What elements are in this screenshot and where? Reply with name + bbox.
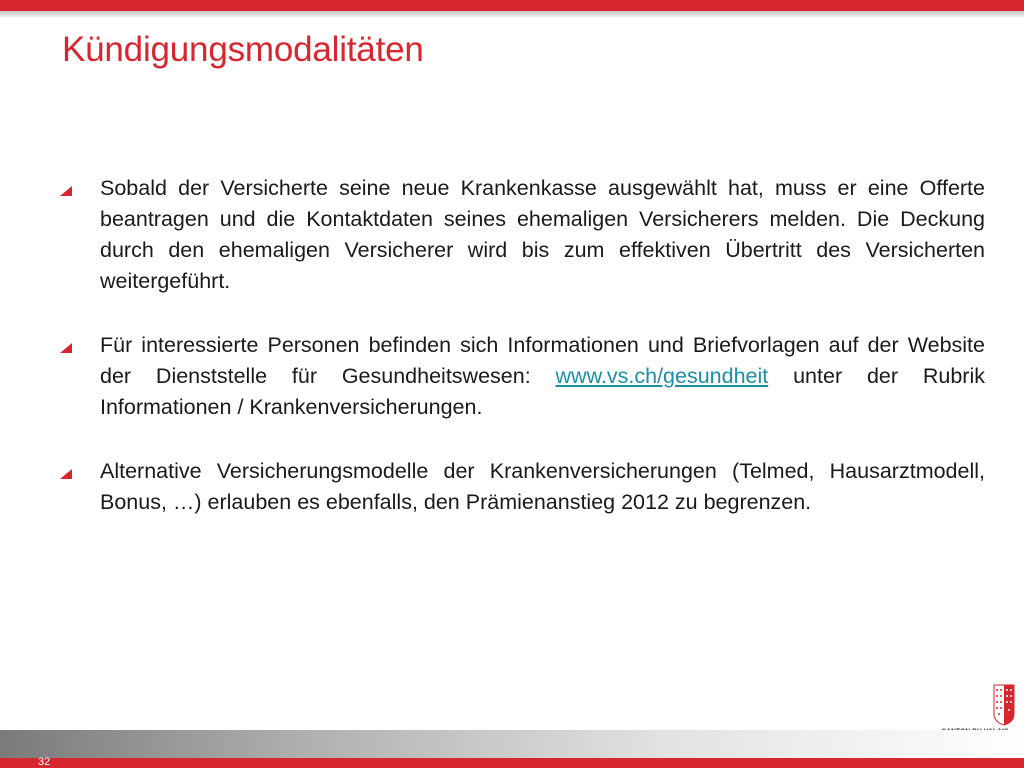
bullet-item xyxy=(60,456,985,518)
bullet-text: Sobald der Versicherte seine neue Krankenkasse ausgewählt hat, muss er eine Offerte beantragen und die Kontaktdaten seines ehemaligen Versicherers melden. Die Deckung durch den ehemaligen Versicherer wird bis zum effektiven Übertritt des Versicherten weitergeführt. xyxy=(100,176,985,293)
page-number: 32 xyxy=(38,756,51,768)
bullet-list xyxy=(60,173,985,551)
top-accent-bar xyxy=(0,0,1024,11)
bullet-text xyxy=(100,330,985,423)
top-shadow-bar xyxy=(0,11,1024,17)
slide-title: Kündigungsmodalitäten xyxy=(62,30,424,69)
red-triangle-icon xyxy=(60,173,100,204)
bullet-item xyxy=(60,173,985,297)
bullet-item xyxy=(60,330,985,423)
bullet-text-part: Für interessierte Personen befinden sich Informationen und Briefvorlagen auf der Website der Dienststelle für Gesundheitswesen: xyxy=(100,333,985,388)
website-link[interactable]: www.vs.ch/gesundheit xyxy=(555,364,769,388)
bullet-text: Alternative Versicherungsmodelle der Krankenversicherungen (Telmed, Hausarztmodell, Bonus, …) erlauben es ebenfalls, den Prämienanstieg 2012 zu begrenzen. xyxy=(100,459,985,514)
footer-accent-bar xyxy=(0,758,1024,768)
bullet-text-part: unter der Rubrik Informationen / Krankenversicherungen. xyxy=(100,364,985,419)
red-triangle-icon xyxy=(60,456,100,487)
red-triangle-icon xyxy=(60,330,100,361)
valais-coat-of-arms-icon xyxy=(993,684,1015,726)
